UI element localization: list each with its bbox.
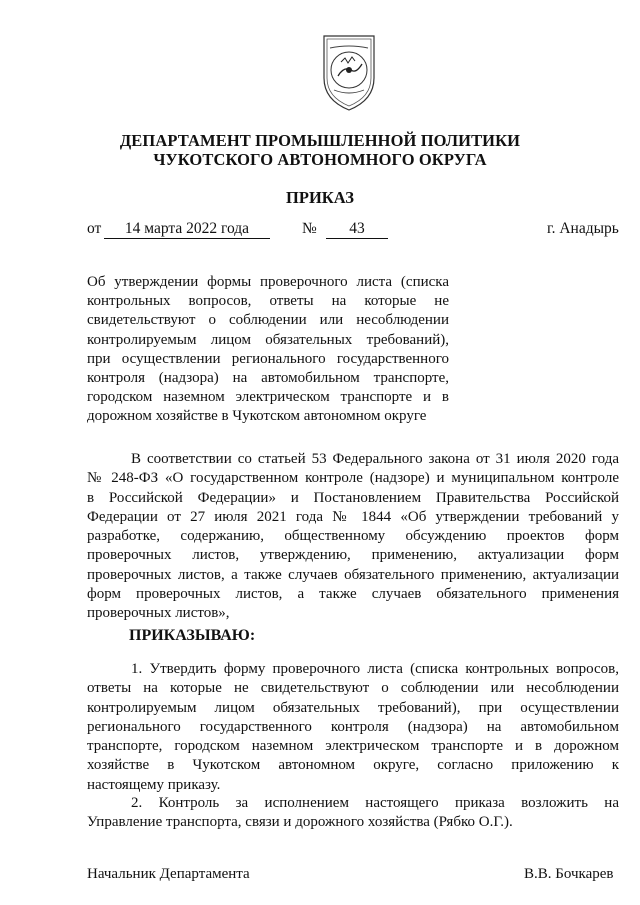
organization-name-line2: ЧУКОТСКОГО АВТОНОМНОГО ОКРУГА <box>153 150 487 169</box>
preamble-line: Федерации от 27 июля 2021 года № 1844 «Об утверждении требований у <box>87 508 619 525</box>
item-line: Управление транспорта, связи и дорожного хозяйства (Рябко О.Г.). <box>87 814 513 831</box>
subject-line: контрольных вопросов, ответы на которые не <box>87 293 449 310</box>
coat-of-arms-icon <box>318 30 380 114</box>
preamble-paragraph <box>87 450 619 624</box>
signatory-name: В.В. Бочкарев <box>524 866 614 882</box>
preamble-line: проверочных листов», <box>87 605 230 622</box>
subject-line: дорожном хозяйстве в Чукотском автономном округе <box>87 408 427 425</box>
subject-line: свидетельствуют о соблюдении или несоблюдении <box>87 312 449 329</box>
item-line: ответы на которые не свидетельствуют о соблюдении или несоблюдении <box>87 680 619 697</box>
preamble-line: № 248-ФЗ «О государственном контроле (надзоре) и муниципальном контроле <box>87 470 619 487</box>
item-line: 2. Контроль за исполнением настоящего приказа возложить на <box>131 795 619 811</box>
document-type: ПРИКАЗ <box>286 188 354 207</box>
item-line: настоящему приказу. <box>87 776 221 793</box>
preamble-line: проверочных листов, утверждению, применению, актуализации форм <box>87 547 619 564</box>
number-label: № <box>302 220 317 237</box>
preamble-line: проверочных листов, а также случаев обязательного применению, актуализации <box>87 566 619 583</box>
organization-name-line1: ДЕПАРТАМЕНТ ПРОМЫШЛЕННОЙ ПОЛИТИКИ <box>119 131 521 150</box>
item-line: транспорте, городском наземном электрическом транспорте и в дорожном <box>87 738 619 755</box>
subject-line: городском наземном электрическом транспорте и в <box>87 389 449 406</box>
document-date: 14 марта 2022 года <box>104 220 270 239</box>
item-line: регионального государственного контроля (надзора) на автомобильном <box>87 718 619 735</box>
subject-line: Об утверждении формы проверочного листа (списка <box>87 274 449 290</box>
item-line: хозяйстве в Чукотском автономном округе, согласно приложению к <box>87 757 619 774</box>
signatory-position: Начальник Департамента <box>87 866 250 882</box>
preamble-line: В соответствии со статьей 53 Федерального закона от 31 июля 2020 года <box>131 451 619 467</box>
order-item-1 <box>87 660 619 795</box>
item-line: контролируемым лицом обязательных требований), при осуществлении <box>87 699 619 716</box>
order-item-2 <box>87 794 619 833</box>
document-subject <box>87 273 449 427</box>
date-label: от <box>87 220 102 237</box>
document-number: 43 <box>326 220 388 239</box>
item-line: 1. Утвердить форму проверочного листа (списка контрольных вопросов, <box>131 661 619 677</box>
preamble-line: в Российской Федерации» и Постановлением Правительства Российской <box>87 489 619 506</box>
order-heading: ПРИКАЗЫВАЮ: <box>129 627 256 644</box>
preamble-line: разработке, содержанию, общественному обсуждению проектов форм <box>87 528 619 545</box>
subject-line: при осуществлении регионального государственного <box>87 350 449 367</box>
subject-line: контроля (надзора) на автомобильном транспорте, <box>87 370 449 387</box>
preamble-line: форм проверочных листов, а также случаев обязательного применения <box>87 586 619 603</box>
subject-line: контролируемым лицом обязательных требований), <box>87 331 449 348</box>
document-city: г. Анадырь <box>547 220 619 237</box>
